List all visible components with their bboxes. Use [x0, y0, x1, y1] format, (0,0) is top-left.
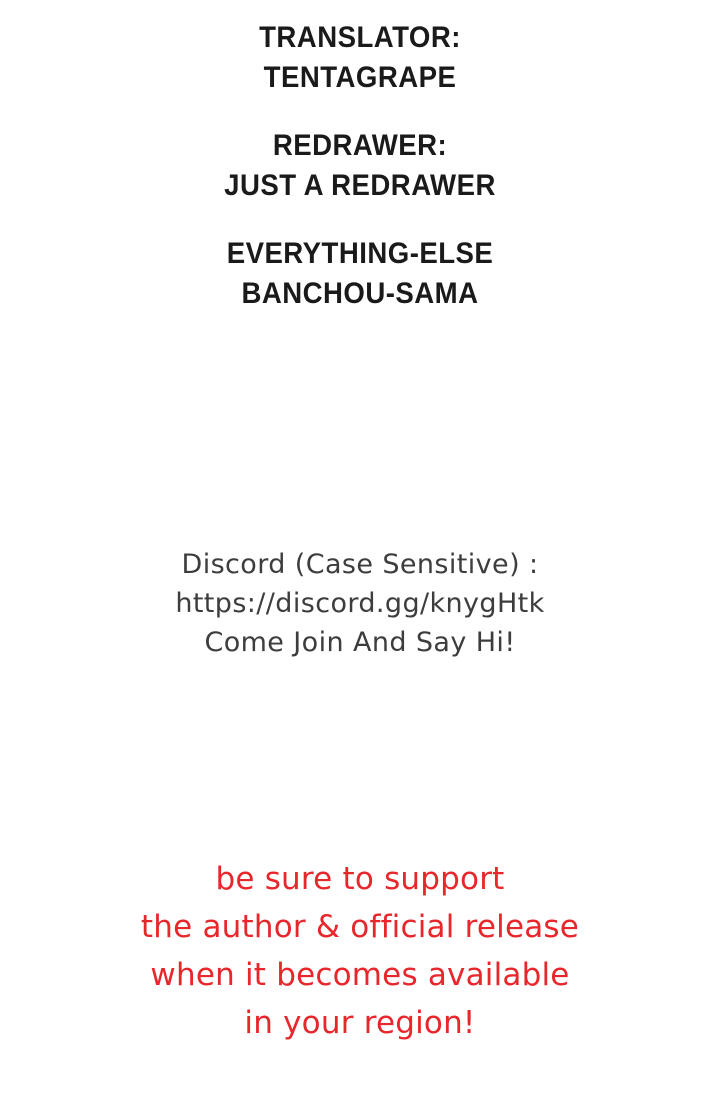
- credits-spacer-1: [0, 98, 720, 126]
- credit-line-translator-label: TRANSLATOR:: [259, 21, 461, 54]
- credit-line-redrawer-label: REDRAWER:: [272, 129, 448, 162]
- support-notice-line-4: in your region!: [244, 1005, 476, 1041]
- discord-label: Discord (Case Sensitive) :: [181, 549, 539, 580]
- support-notice-line-2: the author & official release: [140, 909, 580, 945]
- credit-line-translator-name: TENTAGRAPE: [263, 61, 457, 94]
- credit-line-everything-else-name: BANCHOU-SAMA: [241, 277, 479, 310]
- support-notice-block: [0, 855, 720, 1047]
- discord-call-to-action: Come Join And Say Hi!: [204, 627, 516, 658]
- credits-block: [0, 18, 720, 314]
- discord-invite-block: [0, 545, 720, 662]
- credit-line-everything-else-label: EVERYTHING-ELSE: [226, 237, 494, 270]
- credits-spacer-2: [0, 206, 720, 234]
- discord-invite-link[interactable]: https://discord.gg/knygHtk: [175, 588, 545, 619]
- credit-line-redrawer-name: JUST A REDRAWER: [224, 169, 496, 202]
- support-notice-line-3: when it becomes available: [150, 957, 570, 993]
- support-notice-line-1: be sure to support: [215, 861, 505, 897]
